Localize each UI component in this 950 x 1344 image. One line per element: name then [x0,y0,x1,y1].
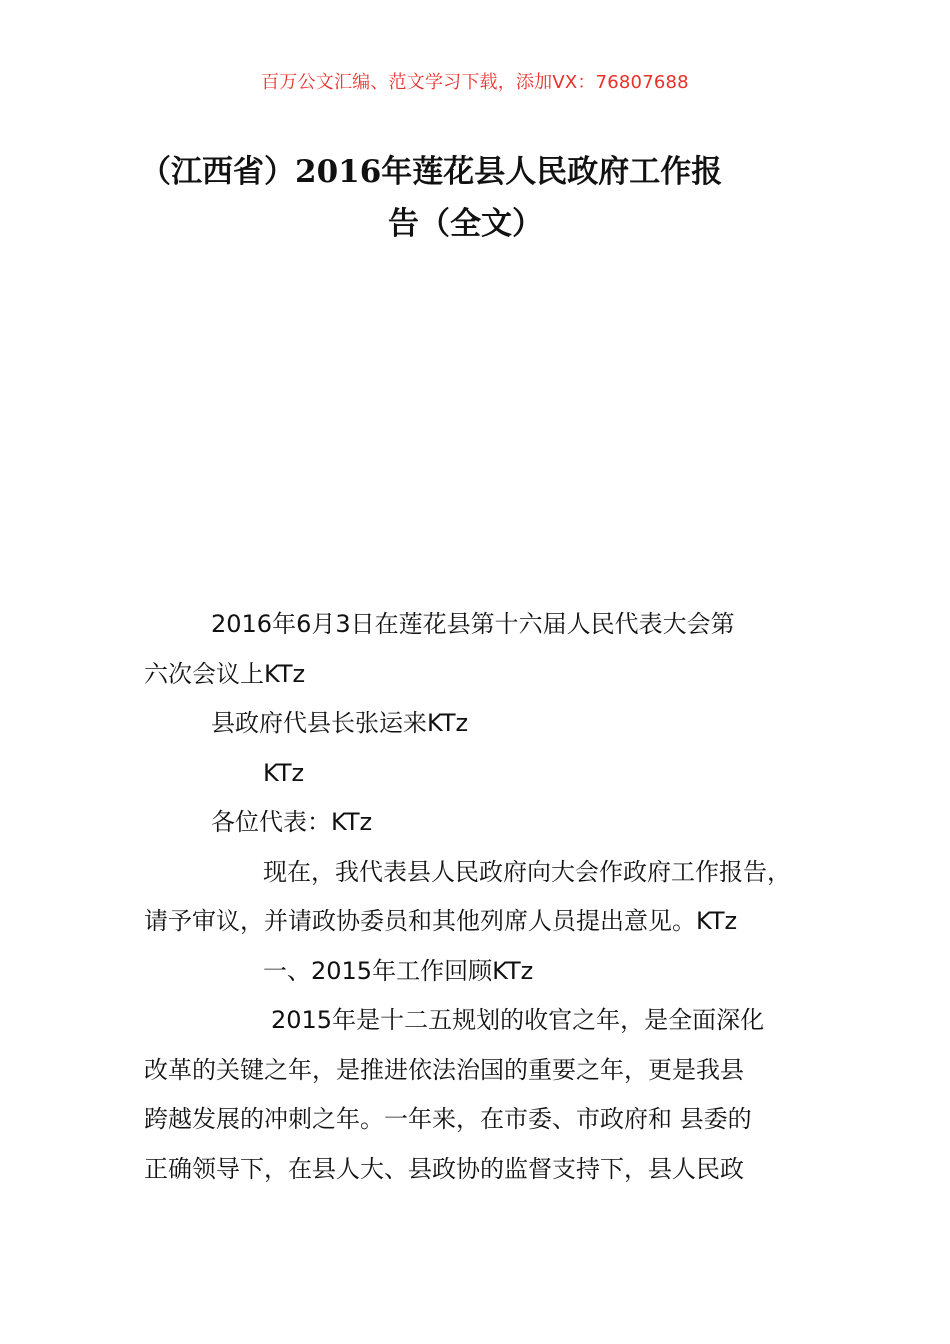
header-note: 百万公文汇编、范文学习下载，添加VX：76807688 [261,72,689,93]
body-line: 各位代表：KTz [211,808,373,836]
body-line: 现在，我代表县人民政府向大会作政府工作报告， [263,857,791,886]
body-line: 一、2015年工作回顾KTz [263,956,534,985]
body-line: 改革的关键之年，是推进依法治国的重要之年，更是我县 [144,1055,744,1084]
body-line: 正确领导下，在县人大、县政协的监督支持下，县人民政 [144,1154,744,1183]
document-body [144,600,814,1194]
title-line-1: （江西省）2016年莲花县人民政府工作报 [140,154,723,190]
title-line-2: 告（全文） [388,206,543,242]
body-line: 六次会议上KTz [144,659,306,688]
body-line: 2016年6月3日在莲花县第十六届人民代表大会第 [211,610,735,638]
document-title [140,146,810,250]
body-line: 请予审议，并请政协委员和其他列席人员提出意见。KTz [144,907,738,935]
body-line: 跨越发展的冲刺之年。一年来，在市委、市政府和 县委的 [144,1105,752,1133]
body-line: KTz [263,758,305,787]
body-line: 2015年是十二五规划的收官之年，是全面深化 [271,1006,765,1034]
body-line: 县政府代县长张运来KTz [211,709,469,737]
